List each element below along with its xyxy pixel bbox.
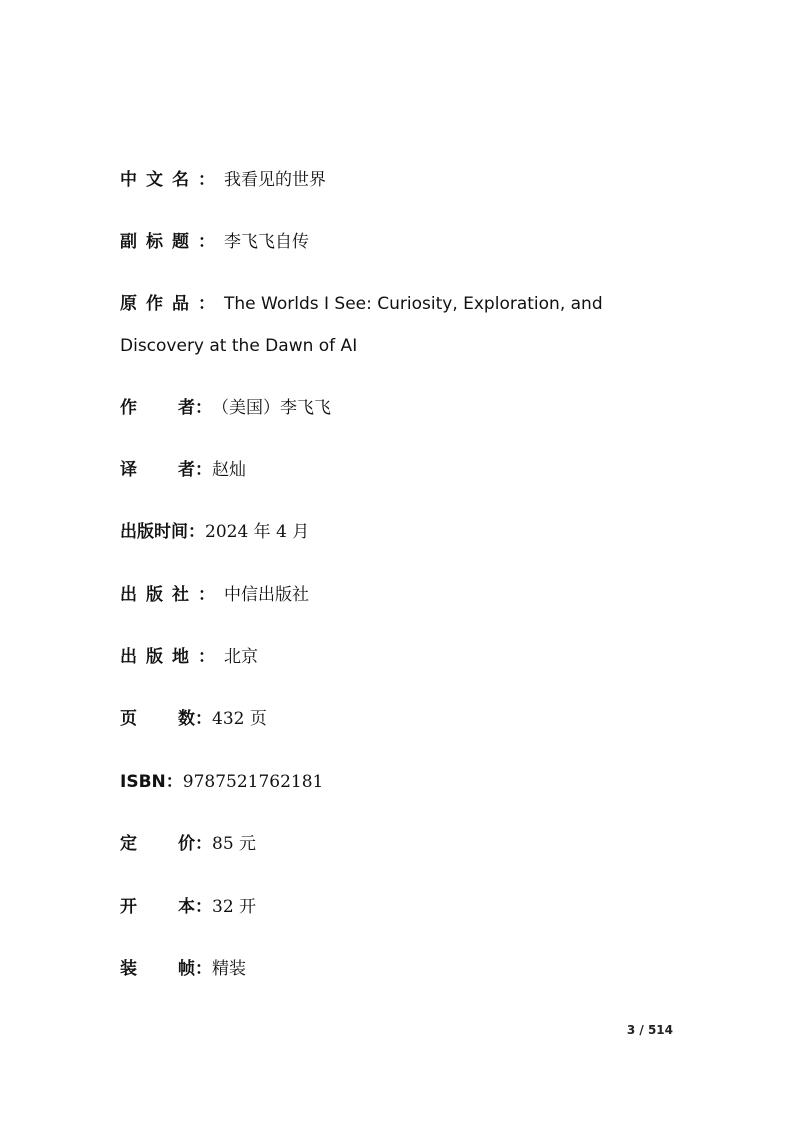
field-label: 页 数：	[120, 709, 212, 729]
field-subtitle	[120, 231, 680, 253]
field-translator	[120, 459, 680, 481]
field-value: 李飞飞自传	[224, 232, 309, 252]
field-label: 出版地：	[120, 647, 224, 667]
field-value: 85 元	[212, 834, 257, 854]
field-pages	[120, 708, 680, 730]
field-value: 432 页	[212, 709, 267, 729]
field-label: 原作品：	[120, 294, 224, 314]
field-publish-place	[120, 646, 680, 668]
field-format	[120, 896, 680, 918]
field-isbn	[120, 771, 680, 793]
field-label: 出版时间：	[120, 522, 205, 542]
field-label: 副标题：	[120, 232, 224, 252]
field-price	[120, 833, 680, 855]
field-label: 作 者：	[120, 398, 212, 418]
field-label: 中文名：	[120, 170, 224, 190]
field-value: 赵灿	[212, 460, 246, 480]
field-label: 开 本：	[120, 897, 212, 917]
field-label: 出版社：	[120, 585, 224, 605]
field-label: 译 者：	[120, 460, 212, 480]
field-label: ISBN：	[120, 772, 183, 792]
field-chinese-title	[120, 169, 680, 191]
field-value: 精装	[212, 959, 246, 979]
field-value: （美国）李飞飞	[212, 398, 331, 418]
field-value: 北京	[224, 647, 258, 667]
field-value: 2024 年 4 月	[205, 522, 310, 542]
field-value: 中信出版社	[224, 585, 309, 605]
field-binding	[120, 958, 680, 980]
field-publish-date	[120, 521, 680, 543]
field-value: 9787521762181	[182, 772, 324, 792]
field-value: 我看见的世界	[224, 170, 326, 190]
field-label: 装 帧：	[120, 959, 212, 979]
field-publisher	[120, 584, 680, 606]
field-value: The Worlds I See: Curiosity, Exploration, and Discovery at the Dawn of AI	[120, 294, 603, 356]
field-label: 定 价：	[120, 834, 212, 854]
field-author	[120, 397, 680, 419]
field-original-work	[120, 283, 680, 367]
page-indicator: 3 / 514	[626, 1023, 673, 1037]
field-value: 32 开	[212, 897, 257, 917]
